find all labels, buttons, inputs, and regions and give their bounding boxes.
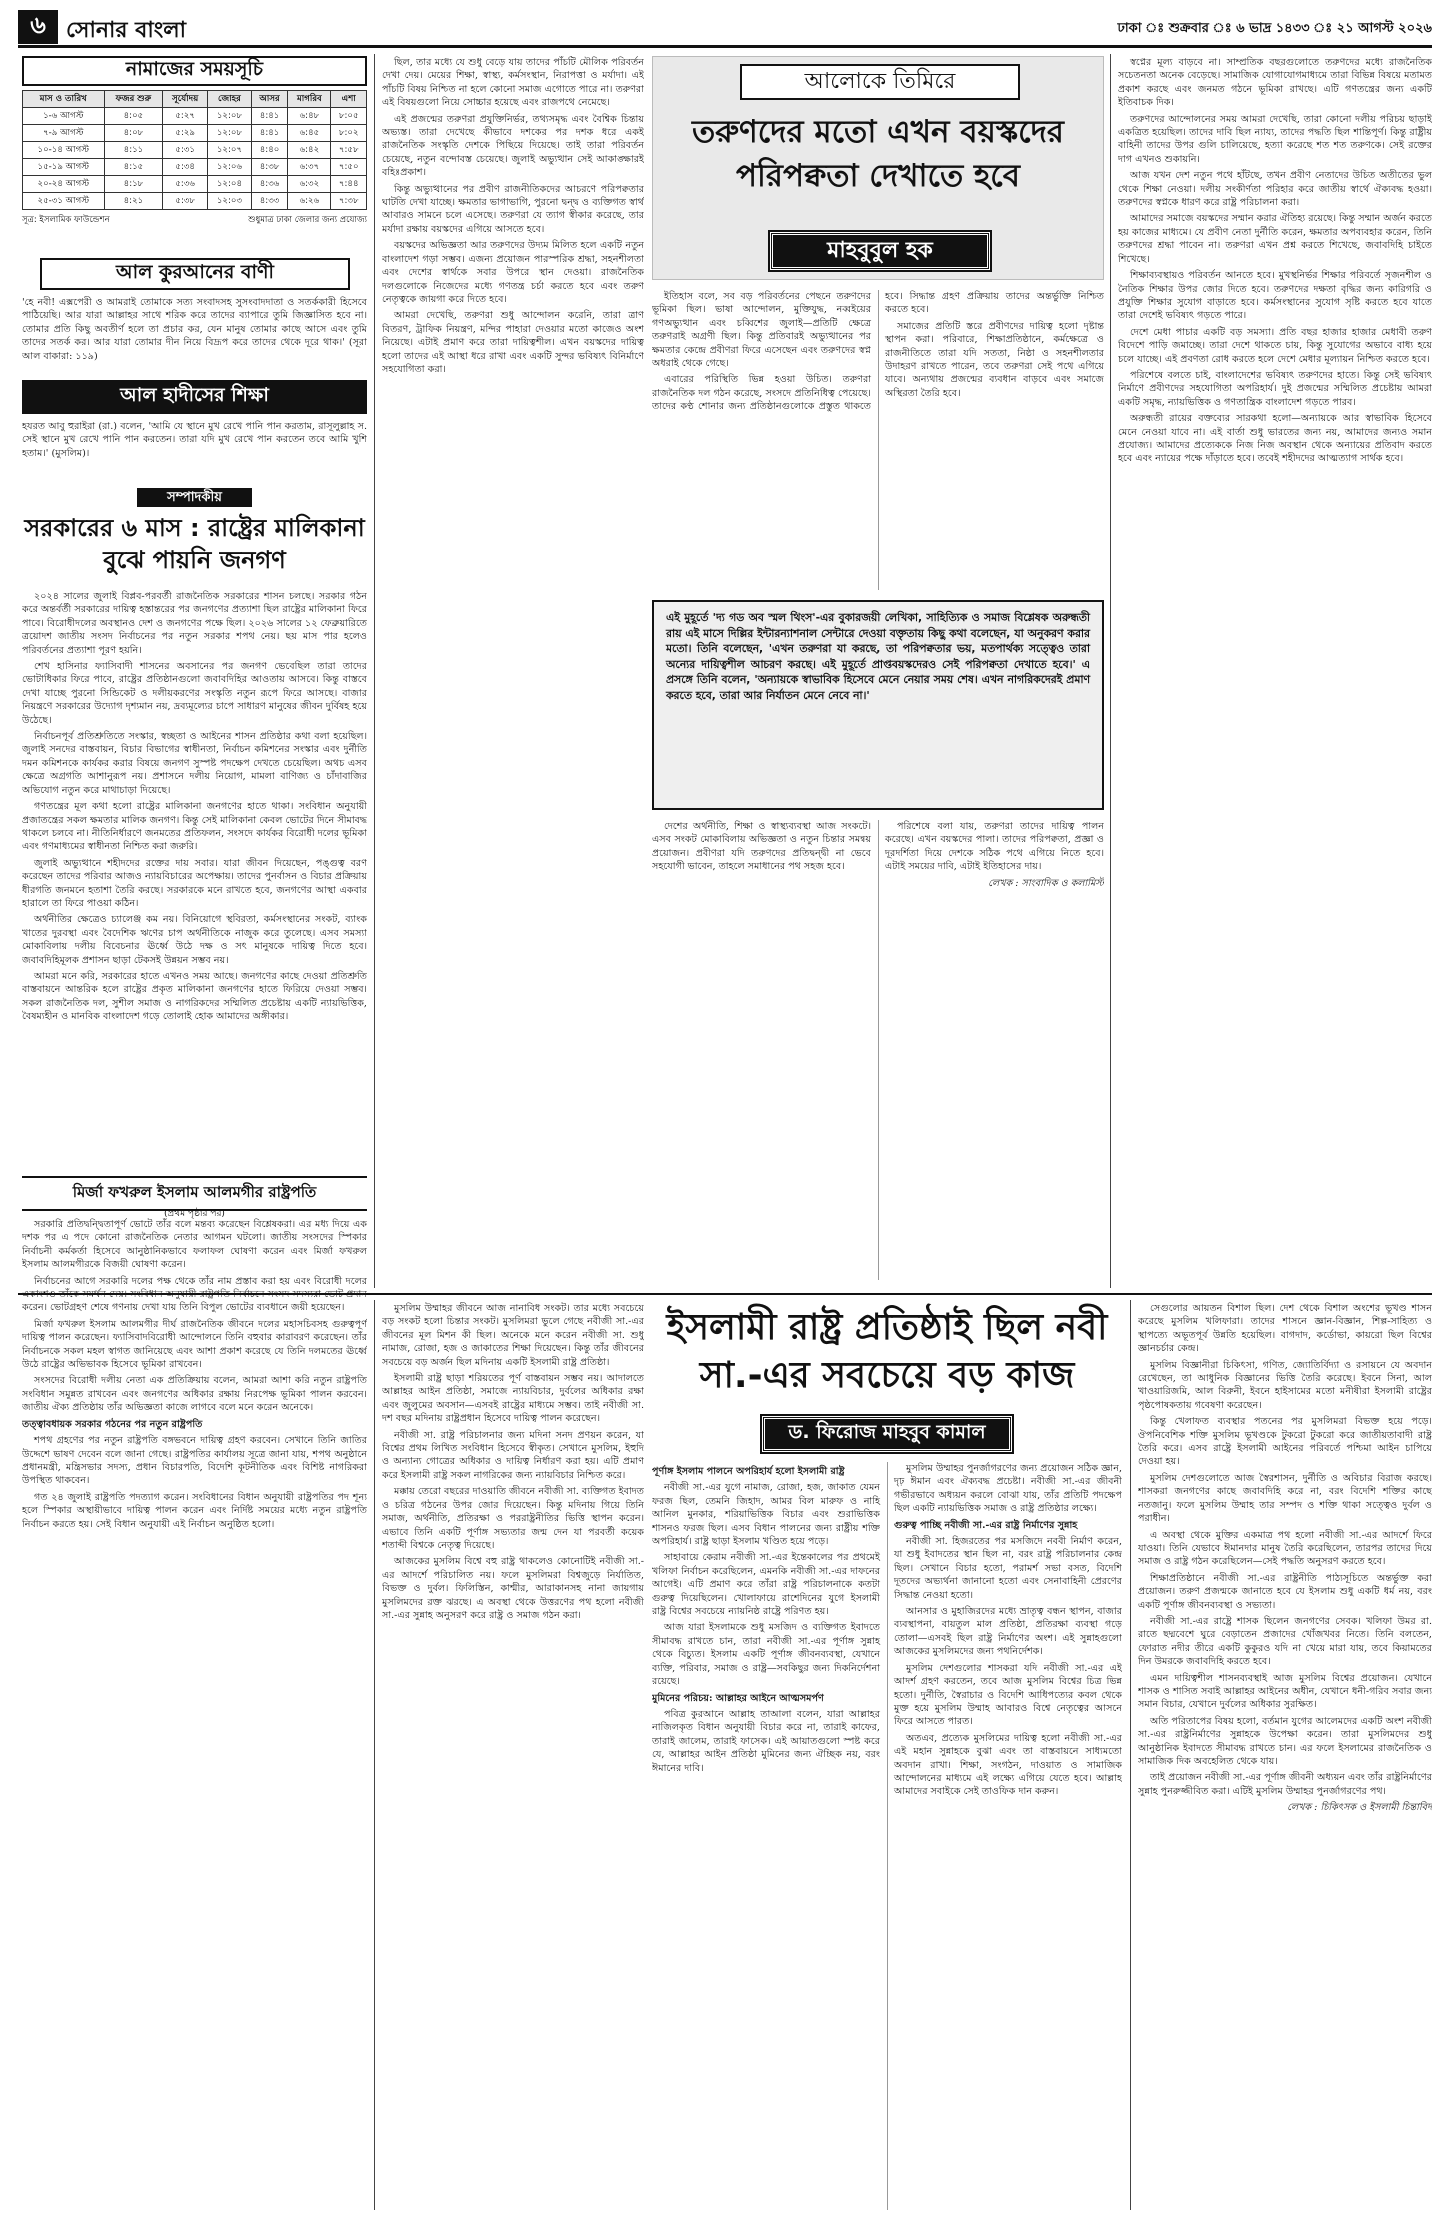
paragraph: ছিল, তার মধ্যে যে শুধু বেড়ে যায় তাদের পাঁচটি মৌলিক পরিবর্তন দেখা দেয়। মেয়ের শিক্ষা, স্বাস্থ্য, কর্মসংস্থান, নিরাপত্তা ও মর্যাদা। এই পাঁচটি বিষয় নিশ্চিত না হলে কোনো সমাজ এগোতে পারে না। তরুণরা এই বিষয়গুলো নিয়ে সোচ্চার হয়েছে এবং রাজপথে নেমেছে।	[382, 57, 644, 109]
prayer-cell: ৪:২১	[104, 193, 163, 210]
prayer-cell: ১২:০৮	[208, 125, 252, 142]
islamic-headline: ইসলামী রাষ্ট্র প্রতিষ্ঠাই ছিল নবী সা.-এর সবচেয়ে বড় কাজ	[666, 1307, 1108, 1396]
hadith-title: আল হাদীসের শিক্ষা	[22, 380, 367, 414]
paragraph: মক্কায় তেরো বছরের দাওয়াতি জীবনে নবীজী সা. ব্যক্তিগত ইবাদত ও চরিত্র গঠনের উপর জোর দিয়েছেন। কিন্তু মদিনায় গিয়ে তিনি সমাজ, অর্থনীতি, প্রতিরক্ষা ও পররাষ্ট্রনীতির ভিত্তি স্থাপন করেন। এভাবে তিনি একটি পূর্ণাঙ্গ সভ্যতার জন্ম দেন যা পরবর্তী কয়েক শতাব্দী বিশ্বকে নেতৃত্ব দিয়েছে।	[382, 1486, 644, 1551]
youth-column-left	[382, 56, 644, 1288]
page-number: ৬	[18, 10, 58, 44]
prayer-cell: ১২:০৭	[208, 142, 252, 159]
paragraph: সরকারি প্রতিদ্বন্দ্বিতাপূর্ণ ভোটে তাঁর বলে মন্তব্য করেছেন বিশ্লেষকরা। এর মধ্য দিয়ে এক দশক পর এ পদে কোনো রাজনৈতিক নেতার আগমন ঘটলো। জাতীয় সংসদের স্পিকার নির্বাচনী কর্মকর্তা হিসেবে আনুষ্ঠানিকভাবে ফলাফল ঘোষণা করেন এবং মির্জা ফখরুল ইসলাম আলমগীরকে বিজয়ী ঘোষণা করেন।	[22, 1219, 367, 1271]
prayer-cell: ৪:০৮	[104, 125, 163, 142]
paragraph: মুসলিম দেশগুলোর শাসকরা যদি নবীজী সা.-এর এই আদর্শ গ্রহণ করতেন, তবে আজ মুসলিম বিশ্বের চিত্র ভিন্ন হতো। দুর্নীতি, স্বৈরাচার ও বিদেশি আধিপত্যের কবল থেকে মুক্ত হয়ে মুসলিম উম্মাহ আবারও বিশ্বে নেতৃত্বের আসনে ফিরে আসতে পারত।	[894, 1662, 1122, 1728]
paragraph: এমন দায়িত্বশীল শাসনব্যবস্থাই আজ মুসলিম বিশ্বের প্রয়োজন। যেখানে শাসক ও শাসিত সবাই আল্লাহর আইনের অধীন, যেখানে ধনী-গরিব সবার জন্য সমান বিচার, যেখানে দুর্বলের অধিকার সুরক্ষিত।	[1138, 1672, 1432, 1711]
prayer-cell: ৭:৫০	[331, 159, 367, 176]
prayer-cell: ৬:৪৮	[288, 108, 331, 125]
prayer-cell: ৬:৩৭	[288, 159, 331, 176]
paragraph: সেগুলোর আয়তন বিশাল ছিল। দেশ থেকে বিশাল অংশের ভূখণ্ড শাসন করেছে মুসলিম খলিফারা। তাদের শাসনে জ্ঞান-বিজ্ঞান, শিল্প-সাহিত্য ও স্থাপত্যে অভূতপূর্ব উন্নতি হয়েছিল। বাগদাদ, কর্ডোভা, কায়রো ছিল বিশ্বের জ্ঞানচর্চার কেন্দ্র।	[1138, 1303, 1432, 1355]
prayer-cell: ৫:৩৮	[163, 193, 208, 210]
paragraph: কিন্তু খেলাফত ব্যবস্থার পতনের পর মুসলিমরা বিভক্ত হয়ে পড়ে। ঔপনিবেশিক শক্তি মুসলিম ভূখণ্ডকে টুকরো টুকরো করে জাতীয়তাবাদী রাষ্ট্র তৈরি করে। এসব রাষ্ট্রে ইসলামী আইনের পরিবর্তে পশ্চিমা আইন চাপিয়ে দেওয়া হয়।	[1138, 1416, 1432, 1468]
mirza-headline: মির্জা ফখরুল ইসলাম আলমগীর রাষ্ট্রপতি	[22, 1176, 367, 1211]
prayer-cell: ৪:৩৩	[251, 193, 288, 210]
prayer-cell: ২৫-৩১ আগস্ট	[23, 193, 105, 210]
prayer-cell: ৪:১৫	[104, 159, 163, 176]
prayer-cell: ৪:১১	[104, 142, 163, 159]
prayer-cell: ১২:০৩	[208, 193, 252, 210]
paragraph: আমরা দেখেছি, তরুণরা শুধু আন্দোলন করেনি, তারা ত্রাণ বিতরণ, ট্রাফিক নিয়ন্ত্রণ, মন্দির পাহারা দেওয়ার মতো কাজেও অংশ নিয়েছে। এটাই প্রমাণ করে তারা দায়িত্বশীল। এখন বয়স্কদের দায়িত্ব হলো তাদের এই আস্থা ধরে রাখা এবং একটি সুন্দর ভবিষ্যৎ বিনির্মাণে সহযোগিতা করা।	[382, 310, 644, 375]
paragraph: গণতন্ত্রের মূল কথা হলো রাষ্ট্রের মালিকানা জনগণের হাতে থাকা। সংবিধান অনুযায়ী প্রজাতন্ত্রের সকল ক্ষমতার মালিক জনগণ। কিন্তু সেই মালিকানা কেবল ভোটের দিনে সীমাবদ্ধ থাকলে চলবে না। নীতিনির্ধারণে জনমতের প্রতিফলন, সংসদে কার্যকর বিরোধী দলের ভূমিকা এবং গণমাধ্যমের স্বাধীনতা নিশ্চিত করা জরুরি।	[22, 801, 367, 853]
prayer-cell: ৫:৩৪	[163, 159, 208, 176]
youth-frame-label: আলোকে তিমিরে	[740, 64, 1020, 100]
paragraph: নবীজী সা. হিজরতের পর মসজিদে নববী নির্মাণ করেন, যা শুধু ইবাদতের স্থান ছিল না, বরং রাষ্ট্র পরিচালনার কেন্দ্র ছিল। সেখানে বিচার হতো, পরামর্শ সভা বসত, বিদেশি দূতদের অভ্যর্থনা জানানো হতো এবং সেনাবাহিনী প্রেরণের সিদ্ধান্ত নেওয়া হতো।	[894, 1536, 1122, 1601]
islamic-right-column	[1138, 1302, 1432, 2207]
prayer-header-cell: সূর্যোদয়	[163, 91, 208, 108]
paragraph: আজ যখন দেশ নতুন পথে হাঁটছে, তখন প্রবীণ নেতাদের উচিত অতীতের ভুল থেকে শিক্ষা নেওয়া। দলীয় সংকীর্ণতা পরিহার করে জাতীয় স্বার্থে ঐক্যবদ্ধ হওয়া। তরুণদের স্বপ্নকে ধারণ করে রাষ্ট্র পরিচালনা করা।	[1118, 170, 1432, 209]
paragraph: আমাদের সমাজে বয়স্কদের সম্মান করার ঐতিহ্য রয়েছে। কিন্তু সম্মান অর্জন করতে হয় কাজের মাধ্যমে। যে প্রবীণ নেতা দুর্নীতি করেন, ক্ষমতার অপব্যবহার করেন, তিনি তরুণদের শ্রদ্ধা পাবেন না। তরুণরা এখন প্রশ্ন করতে শিখেছে, জবাবদিহি চাইতে শিখেছে।	[1118, 213, 1432, 265]
prayer-cell: ১-৬ আগস্ট	[23, 108, 105, 125]
subheading: গুরুত্ব পাচ্ছি নবীজী সা.-এর রাষ্ট্র নির্মাণের সুন্নাহ	[894, 1519, 1078, 1531]
prayer-cell: ৪:৩৮	[251, 159, 288, 176]
paragraph: নবীজী সা.-এর রাষ্ট্রে শাসক ছিলেন জনগণের সেবক। খলিফা উমর রা. রাতে ছদ্মবেশে ঘুরে বেড়াতেন প্রজাদের খোঁজখবর নিতে। তিনি বলতেন, ফোরাত নদীর তীরে একটি কুকুরও যদি না খেয়ে মারা যায়, তবে কিয়ামতের দিন উমরকে জবাবদিহি করতে হবে।	[1138, 1615, 1432, 1668]
paragraph: অতি পরিতাপের বিষয় হলো, বর্তমান যুগের আলেমদের একটি অংশ নবীজী সা.-এর রাষ্ট্রনির্মাণের সুন্নাহকে উপেক্ষা করেন। তারা মুসলিমদের শুধু আনুষ্ঠানিক ইবাদতে সীমাবদ্ধ রাখতে চান। এর ফলে ইসলামের রাজনৈতিক ও সামাজিক দিক অবহেলিত থেকে যায়।	[1138, 1715, 1432, 1767]
prayer-cell: ৭:৩৮	[331, 193, 367, 210]
prayer-cell: ৫:৩১	[163, 142, 208, 159]
prayer-times-title: নামাজের সময়সূচি	[22, 56, 367, 86]
prayer-row	[23, 176, 367, 193]
prayer-cell: ৪:১৮	[104, 176, 163, 193]
paragraph: নবীজী সা. রাষ্ট্র পরিচালনার জন্য মদিনা সনদ প্রণয়ন করেন, যা বিশ্বের প্রথম লিখিত সংবিধান হিসেবে স্বীকৃত। সেখানে মুসলিম, ইহুদি ও অন্যান্য গোত্রের অধিকার ও দায়িত্ব নির্ধারণ করা হয়। এটি প্রমাণ করে ইসলামী রাষ্ট্র সকল নাগরিকের জন্য ন্যায়বিচার নিশ্চিত করে।	[382, 1429, 644, 1481]
prayer-row	[23, 159, 367, 176]
paragraph: শিক্ষাব্যবস্থায়ও পরিবর্তন আনতে হবে। মুখস্থনির্ভর শিক্ষার পরিবর্তে সৃজনশীল ও নৈতিক শিক্ষার উপর জোর দিতে হবে। তরুণদের দক্ষতা বৃদ্ধির জন্য কারিগরি ও প্রযুক্তি শিক্ষার সুযোগ বাড়াতে হবে। কর্মসংস্থানের সুযোগ সৃষ্টি করতে হবে যাতে তারা দেশেই ভবিষ্যৎ গড়তে পারে।	[1118, 270, 1432, 322]
paragraph: আনসার ও মুহাজিরদের মধ্যে ভ্রাতৃত্ব বন্ধন স্থাপন, বাজার ব্যবস্থাপনা, বায়তুল মাল প্রতিষ্ঠা, প্রতিরক্ষা ব্যবস্থা গড়ে তোলা—এসবই ছিল রাষ্ট্র নির্মাণের অংশ। এই সুন্নাহগুলো আজকের মুসলিমদের জন্য পথনির্দেশক।	[894, 1606, 1122, 1658]
subheading: মুমিনের পরিচয়: আল্লাহর আইনে আত্মসমর্পণ	[652, 1692, 824, 1704]
paragraph: মুসলিম উম্মাহর পুনর্জাগরণের জন্য প্রয়োজন সঠিক জ্ঞান, দৃঢ় ঈমান এবং ঐক্যবদ্ধ প্রচেষ্টা। নবীজী সা.-এর জীবনী গভীরভাবে অধ্যয়ন করলে বোঝা যায়, তাঁর প্রতিটি পদক্ষেপ ছিল একটি ন্যায়ভিত্তিক সমাজ ও রাষ্ট্র প্রতিষ্ঠার লক্ষ্যে।	[894, 1463, 1122, 1515]
paragraph: শপথ গ্রহণের পর নতুন রাষ্ট্রপতি বঙ্গভবনে দায়িত্ব গ্রহণ করবেন। সেখানে তিনি জাতির উদ্দেশে ভাষণ দেবেন বলে জানা গেছে। রাষ্ট্রপতির কার্যালয় সূত্রে জানা যায়, শপথ অনুষ্ঠানে প্রধানমন্ত্রী, মন্ত্রিসভার সদস্য, প্রধান বিচারপতি, বিদেশি কূটনীতিক এবং বিশিষ্ট নাগরিকরা উপস্থিত থাকবেন।	[22, 1435, 367, 1487]
youth-body	[652, 290, 1104, 590]
prayer-cell: ৪:৪১	[251, 108, 288, 125]
paragraph: শিক্ষাপ্রতিষ্ঠানে নবীজী সা.-এর রাষ্ট্রনীতি পাঠ্যসূচিতে অন্তর্ভুক্ত করা প্রয়োজন। তরুণ প্রজন্মকে জানাতে হবে যে ইসলাম শুধু একটি ধর্ম নয়, বরং একটি পূর্ণাঙ্গ জীবনব্যবস্থা ও সভ্যতা।	[1138, 1572, 1432, 1611]
prayer-cell: ৪:৪১	[251, 125, 288, 142]
date-line: ঢাকা ঃ শুক্রবার ঃ ৬ ভাদ্র ১৪৩৩ ঃ ২১ আগস্ট ২০২৬	[1117, 21, 1432, 36]
paragraph: ইসলামী রাষ্ট্র ছাড়া শরিয়তের পূর্ণ বাস্তবায়ন সম্ভব নয়। আদালতে আল্লাহর আইন প্রতিষ্ঠা, সমাজে ন্যায়বিচার, দুর্বলের অধিকার রক্ষা এবং জুলুমের অবসান—এসবই রাষ্ট্রের মাধ্যমে সম্ভব। তাই নবীজী সা. দশ বছর মদিনায় রাষ্ট্রপ্রধান হিসেবে দায়িত্ব পালন করেছেন।	[382, 1373, 644, 1425]
subheading: পূর্ণাঙ্গ ইসলাম পালনে অপরিহার্য হলো ইসলামী রাষ্ট্র	[652, 1466, 845, 1477]
prayer-times-table	[22, 90, 367, 227]
paragraph: অর্থনীতির ক্ষেত্রেও চ্যালেঞ্জ কম নয়। বিনিয়োগে স্থবিরতা, কর্মসংস্থানের সংকট, ব্যাংক খাতের দুরবস্থা এবং বৈদেশিক ঋণের চাপ অর্থনীতিকে নাজুক করে তুলেছে। এসব সমস্যা মোকাবিলায় দলীয় বিবেচনার ঊর্ধ্বে উঠে দক্ষ ও সৎ মানুষকে দায়িত্ব দিতে হবে। জবাবদিহিমূলক প্রশাসন ছাড়া টেকসই উন্নয়ন সম্ভব নয়।	[22, 914, 367, 966]
prayer-cell: ৪:০৫	[104, 108, 163, 125]
islamic-body	[652, 1462, 1122, 2210]
prayer-header-cell: মাগরিব	[288, 91, 331, 108]
paragraph: আজকের মুসলিম বিশ্বে বহু রাষ্ট্র থাকলেও কোনোটিই নবীজী সা.-এর আদর্শে পরিচালিত নয়। ফলে মুসলিমরা বিশ্বজুড়ে নির্যাতিত, বিভক্ত ও দুর্বল। ফিলিস্তিন, কাশ্মীর, আরাকানসহ নানা জায়গায় মুসলিমদের রক্ত ঝরছে। এ অবস্থা থেকে উত্তরণের পথ হলো নবীজী সা.-এর সুন্নাহ অনুসরণ করে রাষ্ট্র ও সমাজ গঠন করা।	[382, 1556, 644, 1621]
masthead	[18, 10, 1432, 48]
youth-headline: তরুণদের মতো এখন বয়স্কদের পরিপক্বতা দেখাতে হবে	[692, 114, 1064, 194]
paragraph: শেখ হাসিনার ফ্যাসিবাদী শাসনের অবসানের পর জনগণ ভেবেছিল তারা তাদের ভোটাধিকার ফিরে পাবে, রাষ্ট্রের প্রতিষ্ঠানগুলো জবাবদিহির আওতায় আসবে। কিন্তু বাস্তবে দেখা যাচ্ছে পুরনো সিন্ডিকেট ও দলীয়করণের সংস্কৃতি নতুন রূপে ফিরে আসছে। বাজার নিয়ন্ত্রণে সরকারের উদ্যোগ দৃশ্যমান নয়, দ্রব্যমূল্যের চাপে সাধারণ মানুষের জীবন দুর্বিষহ হয়ে উঠেছে।	[22, 661, 367, 726]
prayer-note: শুধুমাত্র ঢাকা জেলার জন্য প্রযোজ্য	[248, 215, 367, 225]
paragraph: পবিত্র কুরআনে আল্লাহ তাআলা বলেন, যারা আল্লাহর নাজিলকৃত বিধান অনুযায়ী বিচার করে না, তারাই কাফের, তারাই জালেম, তারাই ফাসেক। এই আয়াতগুলো স্পষ্ট করে যে, আল্লাহর আইন প্রতিষ্ঠা মুমিনের জন্য ঐচ্ছিক নয়, বরং ঈমানের দাবি।	[652, 1708, 880, 1774]
prayer-cell: ৬:২৬	[288, 193, 331, 210]
prayer-header-cell: জোহর	[208, 91, 252, 108]
paragraph: মির্জা ফখরুল ইসলাম আলমগীর দীর্ঘ রাজনৈতিক জীবনে দলের মহাসচিবসহ গুরুত্বপূর্ণ দায়িত্ব পালন করেছেন। ফ্যাসিবাদবিরোধী আন্দোলনে তিনি বহুবার কারাবরণ করেছেন। তাঁর নির্বাচনকে সকল মহল স্বাগত জানিয়েছে এবং আশা প্রকাশ করেছে যে তিনি দলমতের ঊর্ধ্বে উঠে রাষ্ট্রের অভিভাবক হিসেবে ভূমিকা রাখবেন।	[22, 1318, 367, 1371]
prayer-cell: ৬:৪৫	[288, 125, 331, 142]
prayer-row	[23, 125, 367, 142]
paragraph: সাহাবায়ে কেরাম নবীজী সা.-এর ইন্তেকালের পর প্রথমেই খলিফা নির্বাচন করেছিলেন, এমনকি নবীজী সা.-এর দাফনের আগেই। এটি প্রমাণ করে তাঁরা রাষ্ট্র পরিচালনাকে কতটা গুরুত্ব দিয়েছিলেন। খোলাফায়ে রাশেদিনের যুগে ইসলামী রাষ্ট্র বিশ্বের সবচেয়ে ন্যায়নিষ্ঠ রাষ্ট্রে পরিণত হয়।	[652, 1552, 880, 1618]
prayer-cell: ১৫-১৯ আগস্ট	[23, 159, 105, 176]
prayer-cell: ৫:২৯	[163, 125, 208, 142]
paragraph: কিন্তু অভ্যুত্থানের পর প্রবীণ রাজনীতিকদের আচরণে পরিপক্বতার ঘাটতি দেখা যাচ্ছে। ক্ষমতার ভাগাভাগি, পুরনো দ্বন্দ্ব ও ব্যক্তিগত স্বার্থ আবারও সামনে চলে এসেছে। তরুণরা যে ত্যাগ স্বীকার করেছে, তার মর্যাদা রক্ষায় বয়স্কদের এগিয়ে আসতে হবে।	[382, 183, 644, 235]
paragraph: নির্বাচনপূর্ব প্রতিশ্রুতিতে সংস্কার, স্বচ্ছতা ও আইনের শাসন প্রতিষ্ঠার কথা বলা হয়েছিল। জুলাই সনদের বাস্তবায়ন, বিচার বিভাগের স্বাধীনতা, নির্বাচন কমিশনের সংস্কার এবং দুর্নীতি দমন কমিশনকে কার্যকর করার বিষয়ে জনগণ সুস্পষ্ট পদক্ষেপ দেখতে চেয়েছিল। অথচ এসব ক্ষেত্রে অগ্রগতি আশানুরূপ নয়। প্রশাসনে দলীয় নিয়োগ, মামলা বাণিজ্য ও চাঁদাবাজির অভিযোগ নতুন করে মাথাচাড়া দিয়েছে।	[22, 731, 367, 796]
youth-body-continued	[652, 820, 1104, 1280]
paragraph: অতএব, প্রত্যেক মুসলিমের দায়িত্ব হলো নবীজী সা.-এর এই মহান সুন্নাহকে বুঝা এবং তা বাস্তবায়নে সাধ্যমতো অবদান রাখা। শিক্ষা, সংগঠন, দাওয়াত ও সামাজিক আন্দোলনের মাধ্যমে এই লক্ষ্যে এগিয়ে যেতে হবে। আল্লাহ আমাদের সবাইকে সেই তাওফিক দান করুন।	[894, 1732, 1122, 1798]
prayer-cell: ১২:০৪	[208, 176, 252, 193]
subheading: তত্ত্বাবধায়ক সরকার গঠনের পর নতুন রাষ্ট্রপতি	[22, 1418, 203, 1430]
paragraph: তরুণদের আন্দোলনের সময় আমরা দেখেছি, তারা কোনো দলীয় পরিচয় ছাড়াই একত্রিত হয়েছিল। তাদের দাবি ছিল ন্যায্য, তাদের পদ্ধতি ছিল শান্তিপূর্ণ। কিন্তু রাষ্ট্রীয় বাহিনী তাদের উপর গুলি চালিয়েছে, হত্যা করেছে শত শত তরুণকে। সেই রক্তের দাগ এখনও শুকায়নি।	[1118, 113, 1432, 165]
editorial-tag: সম্পাদকীয়	[22, 486, 367, 508]
youth-byline: মাহবুবুল হক	[770, 232, 990, 270]
editorial-headline: সরকারের ৬ মাস : রাষ্ট্রের মালিকানা বুঝে পায়নি জনগণ	[24, 514, 365, 574]
paragraph: মুসলিম দেশগুলোতে আজ স্বৈরশাসন, দুর্নীতি ও অবিচার বিরাজ করছে। শাসকরা জনগণের কাছে জবাবদিহি করে না, বরং বিদেশি শক্তির কাছে নতজানু। ফলে মুসলিম উম্মাহ তার সম্পদ ও শক্তি থাকা সত্ত্বেও দুর্বল ও পরাধীন।	[1138, 1472, 1432, 1525]
paragraph: মুসলিম উম্মাহর জীবনে আজ নানাবিধ সংকট। তার মধ্যে সবচেয়ে বড় সংকট হলো চিন্তার সংকট। মুসলিমরা ভুলে গেছে নবীজী সা.-এর জীবনের মূল মিশন কী ছিল। অনেকে মনে করেন নবীজী সা. শুধু নামাজ, রোজা, হজ ও জাকাতের শিক্ষা দিয়েছেন। কিন্তু তাঁর জীবনের সবচেয়ে বড় অর্জন ছিল মদিনায় একটি ইসলামী রাষ্ট্র প্রতিষ্ঠা।	[382, 1303, 644, 1368]
paragraph: ইতিহাস বলে, সব বড় পরিবর্তনের পেছনে তরুণদের ভূমিকা ছিল। ভাষা আন্দোলন, মুক্তিযুদ্ধ, নব্বইয়ের গণঅভ্যুত্থান এবং চব্বিশের জুলাই—প্রতিটি ক্ষেত্রে তরুণরাই অগ্রণী ছিল। কিন্তু প্রতিবারই অভ্যুত্থানের পর ক্ষমতার কেন্দ্রে প্রবীণরা ফিরে এসেছেন এবং তরুণদের স্বপ্ন অধরাই থেকে গেছে।	[652, 291, 871, 370]
islamic-byline: ড. ফিরোজ মাহবুব কামাল	[762, 1416, 1012, 1452]
prayer-cell: ৭:৫৮	[331, 142, 367, 159]
author-note: লেখক : চিকিৎসক ও ইসলামী চিন্তাবিদ	[1287, 1802, 1432, 1814]
prayer-cell: ৮:০২	[331, 125, 367, 142]
prayer-cell: ৭:৪৪	[331, 176, 367, 193]
paragraph: স্বপ্নের মূল্য বাড়বে না। সাম্প্রতিক বছরগুলোতে তরুণদের মধ্যে রাজনৈতিক সচেতনতা অনেক বেড়েছে। সামাজিক যোগাযোগমাধ্যমে তারা বিভিন্ন বিষয়ে মতামত প্রকাশ করছে এবং জনমত গঠনে ভূমিকা রাখছে। এটি গণতন্ত্রের জন্য একটি ইতিবাচক দিক।	[1118, 57, 1432, 109]
paragraph: মুসলিম বিজ্ঞানীরা চিকিৎসা, গণিত, জ্যোতির্বিদ্যা ও রসায়নে যে অবদান রেখেছেন, তা আধুনিক বিজ্ঞানের ভিত্তি তৈরি করেছে। ইবনে সিনা, আল খাওয়ারিজমি, আল বিরুনী, ইবনে হাইসামের মতো মনীষীরা ইসলামী রাষ্ট্রের পৃষ্ঠপোষকতায় গবেষণা করেছেন।	[1138, 1359, 1432, 1411]
mirza-body	[22, 1218, 367, 2208]
right-column	[1118, 56, 1432, 1288]
islamic-intro	[382, 1302, 644, 2207]
author-note: লেখক : সাংবাদিক ও কলামিস্ট	[988, 877, 1104, 889]
prayer-cell: ১২:০৮	[208, 108, 252, 125]
paragraph: নির্বাচনের আগে সরকারি দলের পক্ষ থেকে তাঁর নাম প্রস্তাব করা হয় এবং বিরোধী দলের একাংশও তাঁকে সমর্থন দেয়। সংবিধান অনুযায়ী রাষ্ট্রপতি নির্বাচনে সংসদ সদস্যরা ভোট প্রদান করেন। ভোটগ্রহণ শেষে গণনায় দেখা যায় তিনি বিপুল ভোটের ব্যবধানে জয়ী হয়েছেন।	[22, 1275, 367, 1314]
paragraph: গত ২৪ জুলাই রাষ্ট্রপতি পদত্যাগ করেন। সংবিধানের বিধান অনুযায়ী রাষ্ট্রপতির পদ শূন্য হলে স্পিকার অস্থায়ীভাবে দায়িত্ব পালন করেন এবং নির্দিষ্ট সময়ের মধ্যে নতুন রাষ্ট্রপতি নির্বাচন করতে হয়। সেই বিধান অনুযায়ী এই নির্বাচন অনুষ্ঠিত হলো।	[22, 1491, 367, 1530]
prayer-header-cell: আসর	[251, 91, 288, 108]
paragraph: দেশে মেধা পাচার একটি বড় সমস্যা। প্রতি বছর হাজার হাজার মেধাবী তরুণ বিদেশে পাড়ি জমাচ্ছে। তারা দেশে থাকতে চায়, কিন্তু সুযোগের অভাবে বাধ্য হয়ে চলে যাচ্ছে। এই প্রবণতা রোধ করতে হলে দেশে মেধার মূল্যায়ন নিশ্চিত করতে হবে।	[1118, 326, 1432, 365]
prayer-header-cell: মাস ও তারিখ	[23, 91, 105, 108]
paragraph: আমরা মনে করি, সরকারের হাতে এখনও সময় আছে। জনগণের কাছে দেওয়া প্রতিশ্রুতি বাস্তবায়নে আন্তরিক হলে রাষ্ট্রের প্রকৃত মালিকানা জনগণের হাতে ফিরিয়ে দেওয়া সম্ভব। সকল রাজনৈতিক দল, সুশীল সমাজ ও নাগরিকদের সম্মিলিত প্রচেষ্টায় একটি ন্যায়ভিত্তিক, বৈষম্যহীন ও মানবিক বাংলাদেশ গড়ে তোলাই হোক আমাদের অঙ্গীকার।	[22, 970, 367, 1023]
hadith-text: হযরত আবু হুরাইরা (রা.) বলেন, 'আমি যে স্থানে মুখ রেখে পানি পান করতাম, রাসূলুল্লাহ স. সেই স্থানে মুখ রেখে পানি পান করতেন। তারা যদি মুখ রেখে পান করতেন তবে আমি খুশি হতাম।' (মুসলিম)।	[22, 421, 367, 459]
paragraph: ২০২৪ সালের জুলাই বিপ্লব-পরবর্তী রাজনৈতিক সরকারের শাসন চলছে। সরকার গঠন করে অন্তর্বর্তী সরকারের দায়িত্ব হস্তান্তরের পর জনগণের প্রত্যাশা ছিল রাষ্ট্রের মালিকানা ফিরে পাবে। বিরোধীদলের অবস্থানও দেশ ও জনগণের পক্ষে ছিল। ২০২৬ সালের ১২ ফেব্রুয়ারিতে ত্রয়োদশ জাতীয় সংসদ নির্বাচনের পর নতুন সরকার শপথ নেয়। ছয় মাস পার হলেও পরিবর্তনের প্রত্যাশা পূরণ হয়নি।	[22, 591, 367, 656]
prayer-cell: ৬:৩২	[288, 176, 331, 193]
prayer-cell: ৪:৪০	[251, 142, 288, 159]
paragraph: এ অবস্থা থেকে মুক্তির একমাত্র পথ হলো নবীজী সা.-এর আদর্শে ফিরে যাওয়া। তিনি যেভাবে ঈমানদার মানুষ তৈরি করেছিলেন, তারপর তাদের দিয়ে সমাজ ও রাষ্ট্র গঠন করেছিলেন—সেই পদ্ধতি অনুসরণ করতে হবে।	[1138, 1529, 1432, 1568]
quran-text: 'হে নবী! এক্সপেরী ও আমরাই তোমাকে সত্য সংবাদসহ সুসংবাদদাতা ও সতর্ককারী হিসেবে পাঠিয়েছি। আর যারা আল্লাহর সাথে শরিক করে তাদের ব্যাপারে তুমি জিজ্ঞাসিত হবে না। তোমার প্রতি কিছু অবতীর্ণ হলে তা প্রচার কর, যেন মানুষ তোমার কাছে আসে এবং তুমি তাদের সতর্ক কর। আর যারা তোমার দীন নিয়ে বিদ্রূপ করে তাদের থেকে দূরে থাক।' (সূরা আল বাকারা: ১১৯)	[22, 297, 367, 362]
youth-callout: এই মুহূর্তে 'দ্য গড অব স্মল থিংস'-এর বুকারজয়ী লেখিকা, সাহিত্যিক ও সমাজ বিশ্লেষক অরুন্ধতী রায় এই মাসে দিল্লির ইন্টারন্যাশনাল সেন্টারে দেওয়া বক্তৃতায় কিছু কথা বলেছেন, যা অনুকরণ করার মতো। তিনি বলেছেন, 'এখন তরুণরা যা করছে, তা পরিপক্বতার ভয়, মতপার্থক্য সত্ত্বেও তারা অন্যের দায়িত্বশীল আচরণ করছে। এই মুহূর্তে প্রাপ্তবয়স্কদেরও সেই পরিপক্বতা দেখাতে হবে।' এ প্রসঙ্গে তিনি বলেন, 'অন্যায়কে স্বাভাবিক হিসেবে মেনে নেয়ার সময় শেষ। এখন নাগরিকদেরই প্রমাণ করতে হবে, তারা আর নির্যাতন মেনে নেবে না।'	[652, 600, 1104, 810]
prayer-header-cell: ফজর শুরু	[104, 91, 163, 108]
paragraph: সমাজের প্রতিটি স্তরে প্রবীণদের দায়িত্ব হলো দৃষ্টান্ত স্থাপন করা। পরিবারে, শিক্ষাপ্রতিষ্ঠানে, কর্মক্ষেত্রে ও রাজনীতিতে তারা যদি সততা, নিষ্ঠা ও সহনশীলতার উদাহরণ রাখতে পারেন, তবে তরুণরা সেই পথে এগিয়ে যাবে। অন্যথায় প্রজন্মের ব্যবধান বাড়বে এবং সমাজে অস্থিরতা তৈরি হবে।	[885, 320, 1104, 399]
paragraph: পরিশেষে বলতে চাই, বাংলাদেশের ভবিষ্যৎ তরুণদের হাতে। কিন্তু সেই ভবিষ্যৎ নির্মাণে প্রবীণদের সহযোগিতা অপরিহার্য। দুই প্রজন্মের সম্মিলিত প্রচেষ্টায় আমরা একটি সমৃদ্ধ, ন্যায়ভিত্তিক ও গণতান্ত্রিক বাংলাদেশ গড়তে পারব।	[1118, 369, 1432, 408]
quran-title: আল কুরআনের বাণী	[40, 258, 350, 290]
paper-name: সোনার বাংলা	[66, 18, 186, 43]
paragraph: অরুন্ধতী রায়ের বক্তব্যের সারকথা হলো—অন্যায়কে আর স্বাভাবিক হিসেবে মেনে নেওয়া যাবে না। এই বার্তা শুধু ভারতের জন্য নয়, আমাদের জন্যও সমান প্রযোজ্য। আমাদের প্রত্যেককে নিজ নিজ অবস্থান থেকে অন্যায়ের প্রতিবাদ করতে হবে এবং ন্যায়ের পক্ষে দাঁড়াতে হবে। তবেই শহীদদের আত্মত্যাগ সার্থক হবে।	[1118, 413, 1432, 465]
prayer-row	[23, 142, 367, 159]
prayer-row	[23, 193, 367, 210]
paragraph: দেশের অর্থনীতি, শিক্ষা ও স্বাস্থ্যব্যবস্থা আজ সংকটে। এসব সংকট মোকাবিলায় অভিজ্ঞতা ও নতুন চিন্তার সমন্বয় প্রয়োজন। প্রবীণরা যদি তরুণদের প্রতিদ্বন্দ্বী না ভেবে সহযোগী ভাবেন, তাহলে সমাধানের পথ সহজ হবে।	[652, 821, 871, 873]
prayer-cell: ৬:৪২	[288, 142, 331, 159]
mirza-kicker: (প্রথম পৃষ্ঠার পর)	[164, 1209, 225, 1219]
prayer-cell: ১২:০৬	[208, 159, 252, 176]
prayer-row	[23, 108, 367, 125]
prayer-cell: ৮:০৫	[331, 108, 367, 125]
prayer-cell: ৫:২৭	[163, 108, 208, 125]
paragraph: এবারের পরিস্থিতি ভিন্ন হওয়া উচিত। তরুণরা রাজনৈতিক দল গঠন করেছে, সংসদে প্রতিনিধিত্ব পেয়েছে। তাদের কণ্ঠ শোনার জন্য প্রতিষ্ঠানগুলোকে প্রস্তুত থাকতে হবে। সিদ্ধান্ত গ্রহণ প্রক্রিয়ায় তাদের অন্তর্ভুক্তি নিশ্চিত করতে হবে।	[652, 291, 1104, 413]
paragraph: বয়স্কদের অভিজ্ঞতা আর তরুণদের উদ্যম মিলিত হলে একটি নতুন বাংলাদেশ গড়া সম্ভব। এজন্য প্রয়োজন পারস্পরিক শ্রদ্ধা, সহনশীলতা এবং দেশের স্বার্থকে সবার উপরে স্থান দেওয়া। রাজনৈতিক দলগুলোকে নিজেদের মধ্যে গণতন্ত্র চর্চা করতে হবে এবং তরুণ নেতৃত্বকে জায়গা করে দিতে হবে।	[382, 240, 644, 305]
prayer-header-cell: এশা	[331, 91, 367, 108]
paragraph: এই প্রজন্মের তরুণরা প্রযুক্তিনির্ভর, তথ্যসমৃদ্ধ এবং বৈশ্বিক চিন্তায় অভ্যস্ত। তারা দেখেছে কীভাবে দশকের পর দশক ধরে একই রাজনৈতিক সংস্কৃতি দেশকে পিছিয়ে দিয়েছে। তাই তারা পরিবর্তন চেয়েছে, নতুন বন্দোবস্ত চেয়েছে। জুলাই অভ্যুত্থান সেই আকাঙ্ক্ষারই বহিঃপ্রকাশ।	[382, 113, 644, 179]
prayer-cell: ৭-৯ আগস্ট	[23, 125, 105, 142]
editorial-body	[22, 590, 367, 1165]
prayer-source: সূত্র: ইসলামিক ফাউন্ডেশন	[22, 215, 110, 225]
paragraph: তাই প্রয়োজন নবীজী সা.-এর পূর্ণাঙ্গ জীবনী অধ্যয়ন এবং তাঁর রাষ্ট্রনির্মাণের সুন্নাহ পুনরুজ্জীবিত করা। এটিই মুসলিম উম্মাহর পুনর্জাগরণের পথ।	[1138, 1772, 1432, 1797]
prayer-cell: ২০-২৪ আগস্ট	[23, 176, 105, 193]
paragraph: সংসদের বিরোধী দলীয় নেতা এক প্রতিক্রিয়ায় বলেন, আমরা আশা করি নতুন রাষ্ট্রপতি সংবিধান সমুন্নত রাখবেন এবং জনগণের অধিকার রক্ষায় নিরপেক্ষ ভূমিকা পালন করবেন। জাতীয় ঐক্য প্রতিষ্ঠায় তাঁর অভিজ্ঞতা কাজে লাগবে বলে মনে করেন অনেকে।	[22, 1375, 367, 1414]
paragraph: নবীজী সা.-এর যুগে নামাজ, রোজা, হজ, জাকাত যেমন ফরজ ছিল, তেমনি জিহাদ, আমর বিল মারুফ ও নাহি আনিল মুনকার, শরিয়াভিত্তিক বিচার এবং শুরাভিত্তিক শাসনও ফরজ ছিল। এসব বিধান পালনের জন্য রাষ্ট্রীয় শক্তি অপরিহার্য। রাষ্ট্র ছাড়া ইসলাম খণ্ডিত হয়ে পড়ে।	[652, 1482, 880, 1548]
prayer-cell: ৪:৩৬	[251, 176, 288, 193]
paragraph: জুলাই অভ্যুত্থানে শহীদদের রক্তের দায় সবার। যারা জীবন দিয়েছেন, পঙ্গুত্ব বরণ করেছেন তাদের পরিবার আজও ন্যায়বিচারের অপেক্ষায়। তাদের পুনর্বাসন ও বিচার প্রক্রিয়ায় ধীরগতি জনমনে হতাশা তৈরি করছে। সরকারকে মনে রাখতে হবে, জনগণের আস্থা একবার হারালে তা ফিরে পাওয়া কঠিন।	[22, 857, 367, 909]
prayer-cell: ১০-১৪ আগস্ট	[23, 142, 105, 159]
paragraph: আজ যারা ইসলামকে শুধু মসজিদ ও ব্যক্তিগত ইবাদতে সীমাবদ্ধ রাখতে চান, তারা নবীজী সা.-এর পূর্ণাঙ্গ সুন্নাহ থেকে বিচ্যুত। ইসলাম একটি পূর্ণাঙ্গ জীবনব্যবস্থা, যেখানে ব্যক্তি, পরিবার, সমাজ ও রাষ্ট্র—সবকিছুর জন্য দিকনির্দেশনা রয়েছে।	[652, 1622, 880, 1688]
prayer-cell: ৫:৩৬	[163, 176, 208, 193]
paragraph: পরিশেষে বলা যায়, তরুণরা তাদের দায়িত্ব পালন করেছে। এখন বয়স্কদের পালা। তাদের পরিপক্বতা, প্রজ্ঞা ও দূরদর্শিতা দিয়ে দেশকে সঠিক পথে এগিয়ে নিতে হবে। এটাই সময়ের দাবি, এটাই ইতিহাসের দায়।	[885, 821, 1104, 873]
